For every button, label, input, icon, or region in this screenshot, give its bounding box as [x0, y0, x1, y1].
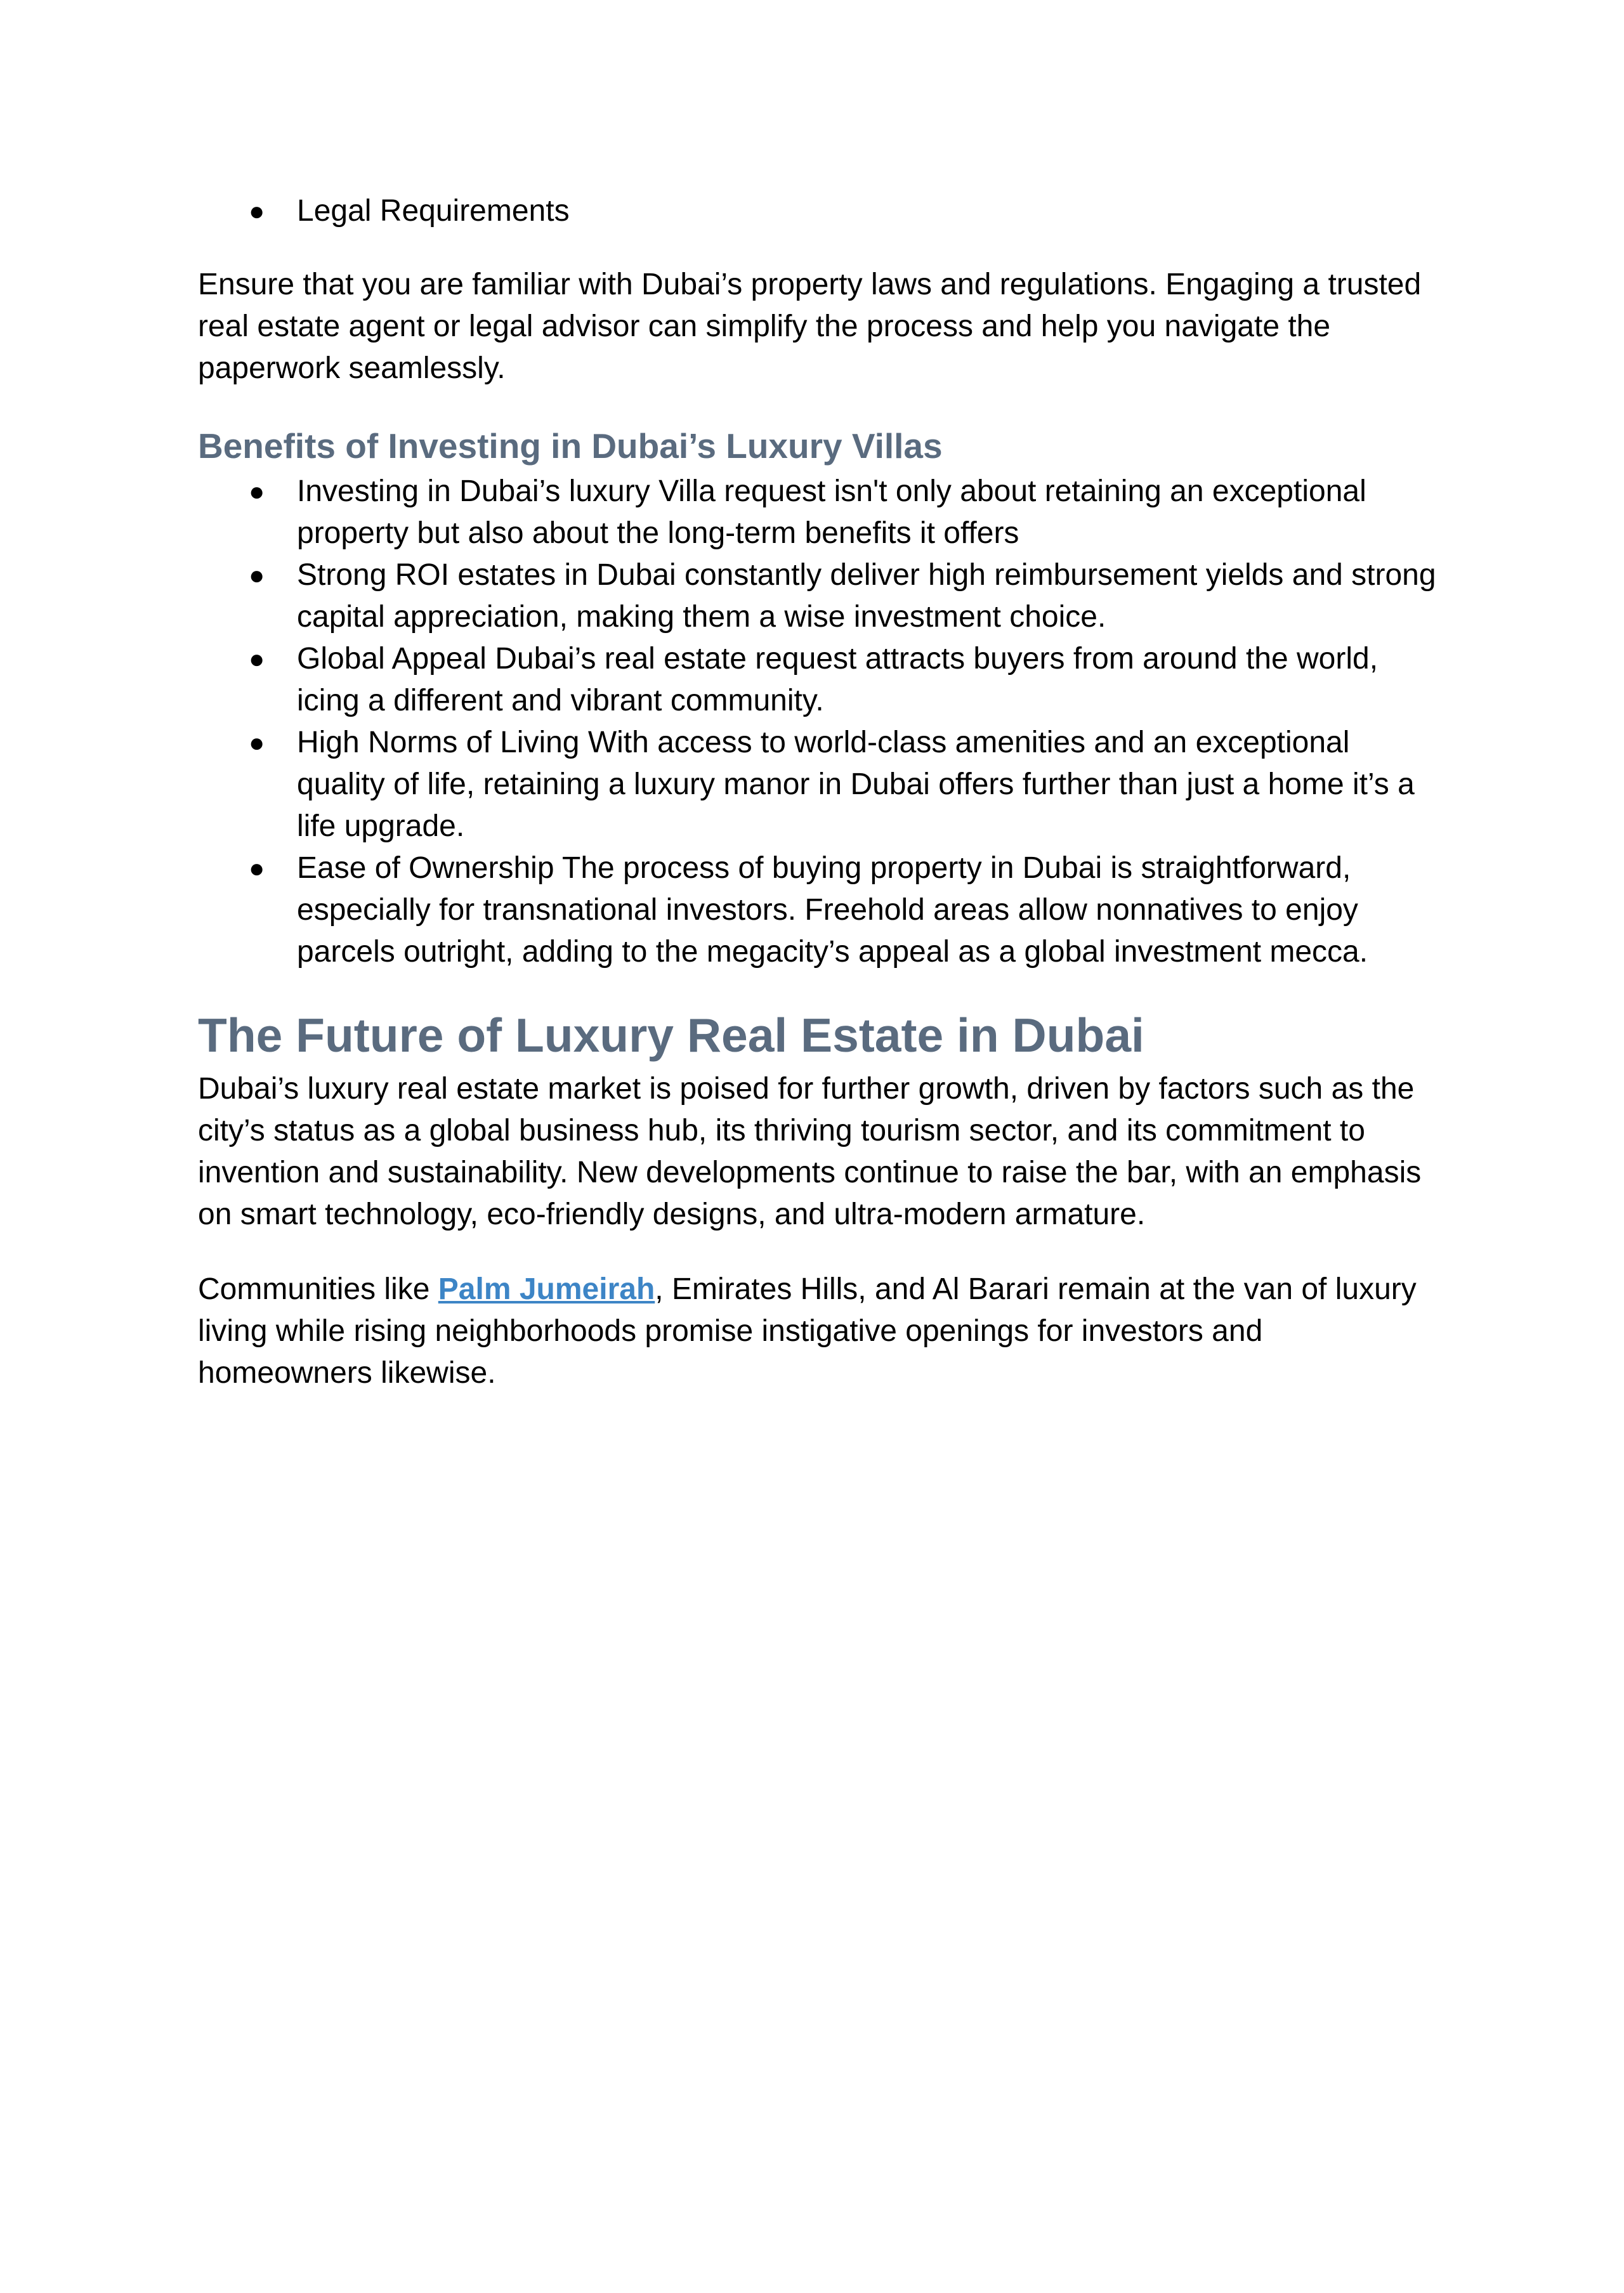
paragraph-text-end: , Emirates Hills, and Al Barari remain at the van of luxury living while rising neighborhoods promise instigative openings for investors and homeowners likewise.	[198, 1272, 1417, 1390]
bullet-icon: ●	[249, 853, 265, 883]
palm-jumeirah-link[interactable]: Palm Jumeirah	[438, 1272, 655, 1306]
future-heading: The Future of Luxury Real Estate in Dubai	[198, 1009, 1144, 1062]
legal-list	[198, 190, 1441, 232]
future-paragraph-2	[198, 1269, 1441, 1394]
bullet-icon: ●	[249, 644, 265, 674]
list-item	[198, 471, 1441, 554]
bullet-icon: ●	[249, 560, 265, 590]
future-paragraph-1: Dubai’s luxury real estate market is poised for further growth, driven by factors such as the city’s status as a global business hub, its thriving tourism sector, and its commitment to invention and sustainability. New developments continue to raise the bar, with an emphasis on smart technology, eco-friendly designs, and ultra-modern armature.	[198, 1072, 1422, 1231]
benefits-list	[198, 471, 1441, 973]
bullet-icon: ●	[249, 728, 265, 757]
list-item-text: Investing in Dubai’s luxury Villa request isn't only about retaining an exceptional property but also about the long-term benefits it offers	[297, 474, 1366, 550]
list-item-text: Legal Requirements	[297, 194, 570, 228]
list-item	[198, 554, 1441, 638]
benefits-heading: Benefits of Investing in Dubai’s Luxury Villas	[198, 426, 943, 466]
list-item-text: High Norms of Living With access to world-class amenities and an exceptional quality of life, retaining a luxury manor in Dubai offers further than just a home it’s a life upgrade.	[297, 726, 1415, 843]
list-item	[198, 190, 1441, 232]
list-item	[198, 638, 1441, 722]
list-item-text: Strong ROI estates in Dubai constantly deliver high reimbursement yields and strong capital appreciation, making them a wise investment choice.	[297, 558, 1436, 634]
bullet-icon: ●	[249, 476, 265, 506]
paragraph-text-start: Communities like	[198, 1272, 438, 1306]
bullet-icon: ●	[249, 196, 265, 226]
document-content	[198, 190, 1441, 1394]
legal-paragraph: Ensure that you are familiar with Dubai’s property laws and regulations. Engaging a trusted real estate agent or legal advisor can simplify the process and help you navigate the paperwork seamlessly.	[198, 268, 1422, 385]
list-item-text: Global Appeal Dubai’s real estate request attracts buyers from around the world, icing a different and vibrant community.	[297, 642, 1378, 717]
list-item-text: Ease of Ownership The process of buying property in Dubai is straightforward, especially for transnational investors. Freehold areas allow nonnatives to enjoy parcels outright, adding to the megacity’s appeal as a global investment mecca.	[297, 851, 1368, 969]
list-item	[198, 722, 1441, 847]
list-item	[198, 847, 1441, 973]
